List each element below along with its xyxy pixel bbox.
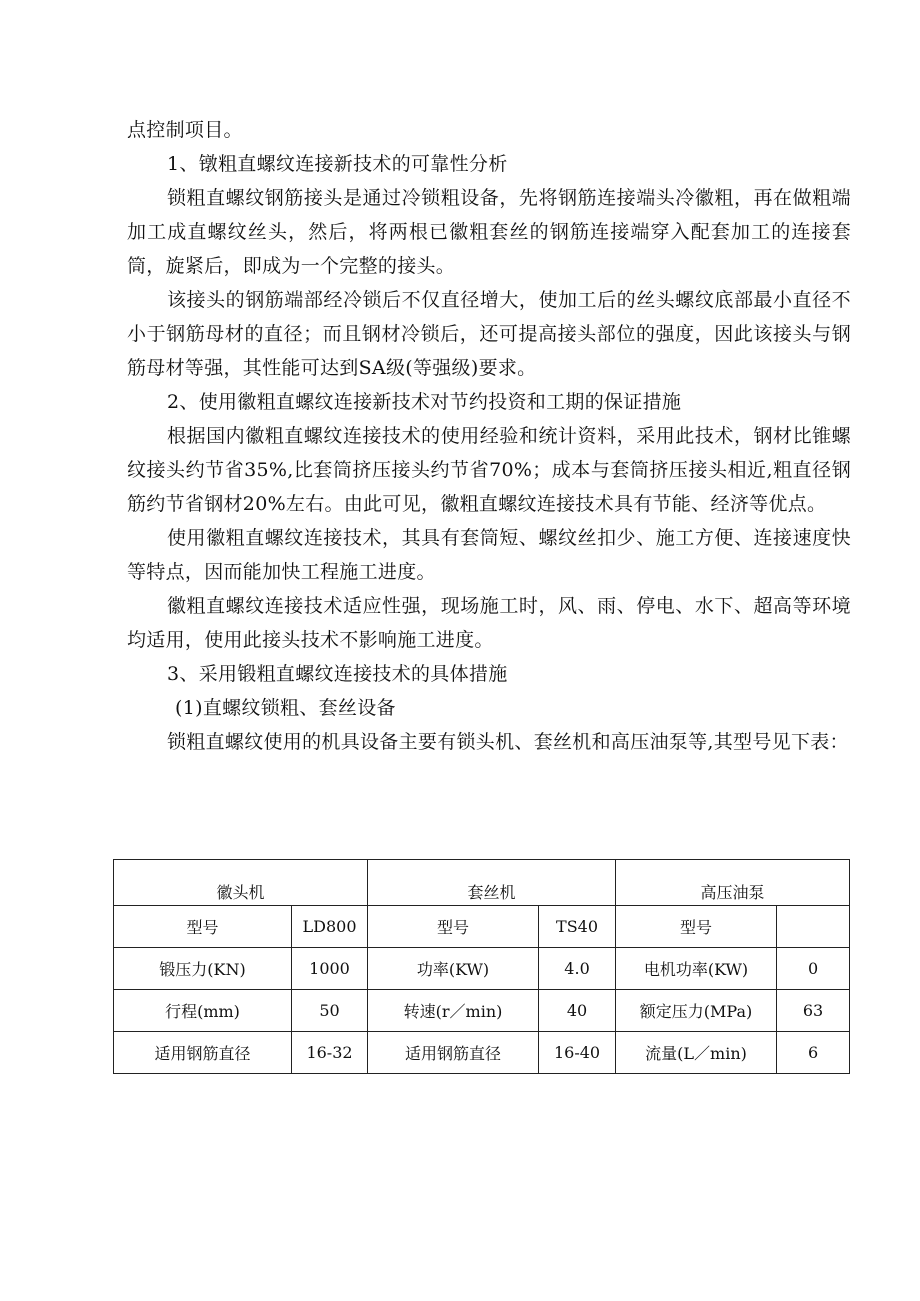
table-cell: 50 (292, 990, 368, 1032)
table-cell: 行程(mm) (114, 990, 292, 1032)
section-heading-1: 1、镦粗直螺纹连接新技术的可靠性分析 (167, 153, 508, 175)
table-row (114, 948, 850, 990)
table-cell: 锻压力(KN) (114, 948, 292, 990)
table-cell: 0 (777, 948, 850, 990)
paragraph: 使用徽粗直螺纹连接技术，其具有套筒短、螺纹丝扣少、施工方便、连接速度快等特点，因而能加快工程施工进度。 (127, 527, 851, 583)
table-cell: 16-40 (539, 1032, 616, 1074)
equipment-spec-table (113, 859, 850, 1074)
table-row (114, 1032, 850, 1074)
table-cell: 流量(L／min) (616, 1032, 777, 1074)
table-header-row (114, 860, 850, 906)
table-header-cell: 徽头机 (114, 860, 368, 906)
table-cell: 型号 (114, 906, 292, 948)
subsection-heading: (1)直螺纹锁粗、套丝设备 (175, 697, 396, 719)
table-cell: 63 (777, 990, 850, 1032)
table-cell: 电机功率(KW) (616, 948, 777, 990)
table-cell: 功率(KW) (368, 948, 539, 990)
table-cell: 6 (777, 1032, 850, 1074)
table-cell: 型号 (368, 906, 539, 948)
paragraph: 锁粗直螺纹钢筋接头是通过冷锁粗设备，先将钢筋连接端头冷徽粗，再在做粗端加工成直螺纹丝头，然后，将两根已徽粗套丝的钢筋连接端穿入配套加工的连接套筒，旋紧后，即成为一个完整的接头。 (127, 187, 851, 277)
table-header-cell: 高压油泵 (616, 860, 850, 906)
paragraph: 该接头的钢筋端部经冷锁后不仅直径增大，使加工后的丝头螺纹底部最小直径不小于钢筋母材的直径；而且钢材冷锁后，还可提高接头部位的强度，因此该接头与钢筋母材等强，其性能可达到SA级(等强级)要求。 (127, 289, 851, 379)
table-cell: 40 (539, 990, 616, 1032)
paragraph: 锁粗直螺纹使用的机具设备主要有锁头机、套丝机和高压油泵等,其型号见下表： (167, 731, 849, 753)
table-row (114, 990, 850, 1032)
table-cell: 16-32 (292, 1032, 368, 1074)
table-cell: 型号 (616, 906, 777, 948)
table-cell: 适用钢筋直径 (368, 1032, 539, 1074)
body-text (127, 113, 851, 759)
paragraph: 徽粗直螺纹连接技术适应性强，现场施工时，风、雨、停电、水下、超高等环境均适用，使用此接头技术不影响施工进度。 (127, 595, 851, 651)
table-cell (777, 906, 850, 948)
table-cell: LD800 (292, 906, 368, 948)
table-cell: 1000 (292, 948, 368, 990)
section-heading-2: 2、使用徽粗直螺纹连接新技术对节约投资和工期的保证措施 (167, 391, 682, 413)
table-cell: 额定压力(MPa) (616, 990, 777, 1032)
paragraph-continuation: 点控制项目。 (127, 119, 243, 141)
table-header-cell: 套丝机 (368, 860, 616, 906)
section-heading-3: 3、采用锻粗直螺纹连接技术的具体措施 (167, 663, 508, 685)
table-cell: 4.0 (539, 948, 616, 990)
table-cell: 转速(r／min) (368, 990, 539, 1032)
table-cell: TS40 (539, 906, 616, 948)
table-row (114, 906, 850, 948)
table-cell: 适用钢筋直径 (114, 1032, 292, 1074)
paragraph: 根据国内徽粗直螺纹连接技术的使用经验和统计资料，采用此技术，钢材比锥螺纹接头约节省35%,比套筒挤压接头约节省70%；成本与套筒挤压接头相近,粗直径钢筋约节省钢材20%左右。由此可见，徽粗直螺纹连接技术具有节能、经济等优点。 (127, 425, 851, 515)
